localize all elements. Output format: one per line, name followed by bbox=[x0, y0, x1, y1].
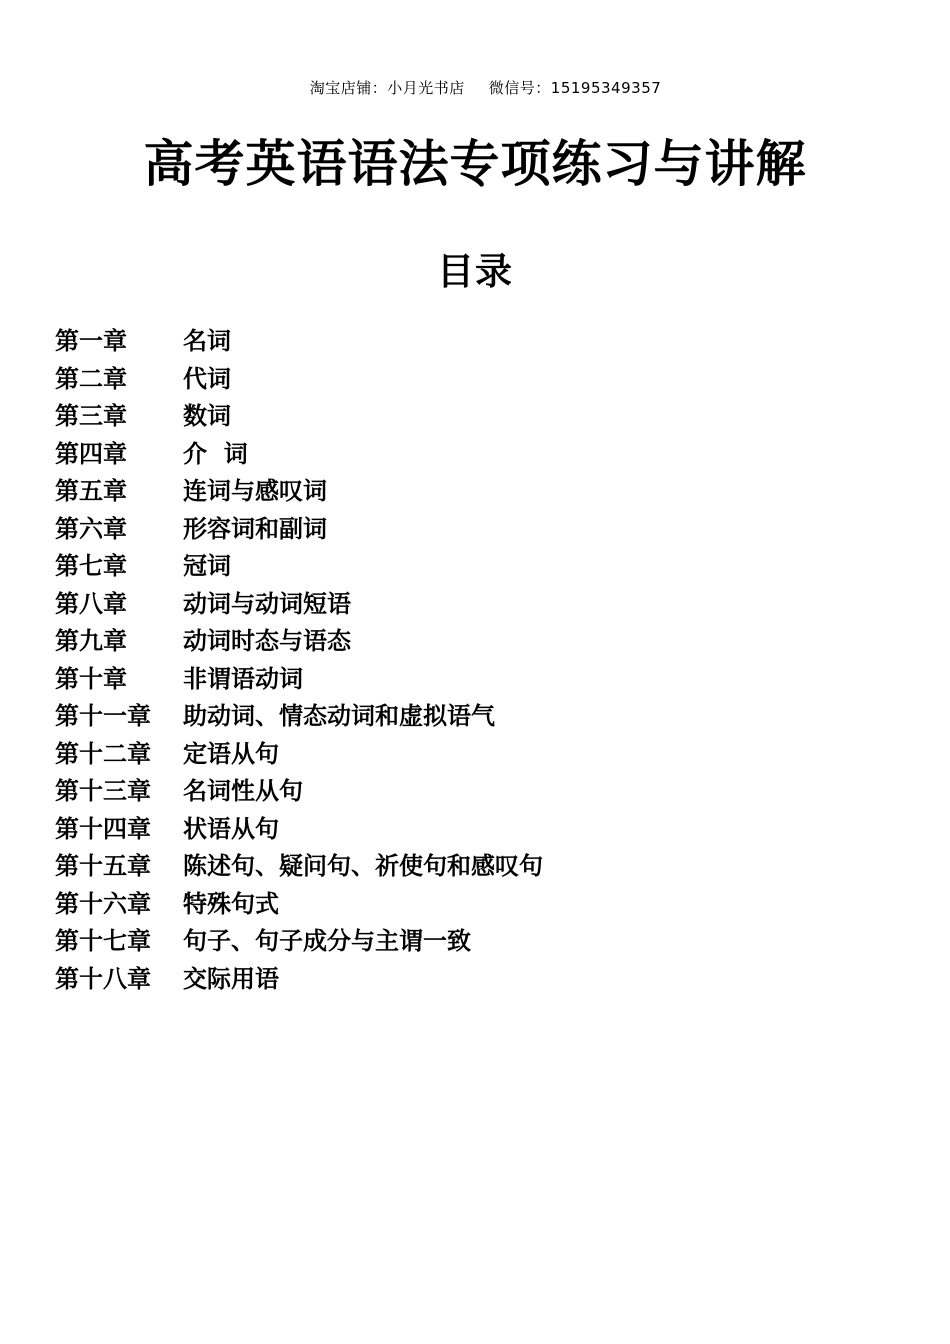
chapter-number: 第六章 bbox=[55, 514, 127, 543]
chapter-number: 第三章 bbox=[55, 402, 127, 431]
chapter-number: 第十三章 bbox=[55, 777, 151, 806]
chapter-title: 动词与动词短语 bbox=[183, 589, 351, 618]
chapter-number: 第十一章 bbox=[55, 702, 151, 731]
list-item[interactable] bbox=[55, 436, 950, 474]
chapter-title: 非谓语动词 bbox=[183, 664, 303, 693]
chapter-title: 连词与感叹词 bbox=[183, 477, 327, 506]
list-item[interactable] bbox=[55, 548, 950, 586]
list-item[interactable] bbox=[55, 736, 950, 774]
list-item[interactable] bbox=[55, 623, 950, 661]
list-item[interactable] bbox=[55, 323, 950, 361]
chapter-title: 数词 bbox=[183, 402, 231, 431]
chapter-title: 特殊句式 bbox=[183, 889, 279, 918]
chapter-title: 代词 bbox=[183, 364, 231, 393]
list-item[interactable] bbox=[55, 923, 950, 961]
chapter-title: 冠词 bbox=[183, 552, 231, 581]
list-item[interactable] bbox=[55, 511, 950, 549]
chapter-number: 第一章 bbox=[55, 327, 127, 356]
chapter-title: 交际用语 bbox=[183, 964, 279, 993]
list-item[interactable] bbox=[55, 848, 950, 886]
chapter-number: 第五章 bbox=[55, 477, 127, 506]
store-info-header bbox=[0, 0, 950, 111]
list-item[interactable] bbox=[55, 811, 950, 849]
toc-list bbox=[0, 323, 950, 998]
list-item[interactable] bbox=[55, 661, 950, 699]
list-item[interactable] bbox=[55, 886, 950, 924]
chapter-title: 句子、句子成分与主谓一致 bbox=[183, 927, 471, 956]
chapter-title: 状语从句 bbox=[183, 814, 279, 843]
list-item[interactable] bbox=[55, 961, 950, 999]
chapter-number: 第八章 bbox=[55, 589, 127, 618]
chapter-title: 助动词、情态动词和虚拟语气 bbox=[183, 702, 495, 731]
list-item[interactable] bbox=[55, 698, 950, 736]
wechat-id-label: 微信号：15195349357 bbox=[488, 79, 662, 97]
chapter-number: 第十七章 bbox=[55, 927, 151, 956]
list-item[interactable] bbox=[55, 361, 950, 399]
list-item[interactable] bbox=[55, 473, 950, 511]
chapter-title: 陈述句、疑问句、祈使句和感叹句 bbox=[183, 852, 543, 881]
chapter-number: 第七章 bbox=[55, 552, 127, 581]
chapter-title: 形容词和副词 bbox=[183, 514, 327, 543]
list-item[interactable] bbox=[55, 398, 950, 436]
chapter-number: 第十四章 bbox=[55, 814, 151, 843]
chapter-number: 第十章 bbox=[55, 664, 127, 693]
chapter-number: 第十二章 bbox=[55, 739, 151, 768]
chapter-number: 第十五章 bbox=[55, 852, 151, 881]
chapter-title: 定语从句 bbox=[183, 739, 279, 768]
chapter-title: 介 词 bbox=[183, 439, 248, 468]
chapter-number: 第四章 bbox=[55, 439, 127, 468]
chapter-number: 第九章 bbox=[55, 627, 127, 656]
chapter-title: 动词时态与语态 bbox=[183, 627, 351, 656]
page-title: 高考英语语法专项练习与讲解 bbox=[143, 135, 807, 193]
chapter-number: 第十六章 bbox=[55, 889, 151, 918]
chapter-number: 第十八章 bbox=[55, 964, 151, 993]
chapter-number: 第二章 bbox=[55, 364, 127, 393]
chapter-title: 名词性从句 bbox=[183, 777, 303, 806]
taobao-shop-label: 淘宝店铺：小月光书店 bbox=[309, 79, 465, 97]
list-item[interactable] bbox=[55, 586, 950, 624]
list-item[interactable] bbox=[55, 773, 950, 811]
chapter-title: 名词 bbox=[183, 327, 231, 356]
toc-heading: 目录 bbox=[437, 250, 513, 293]
